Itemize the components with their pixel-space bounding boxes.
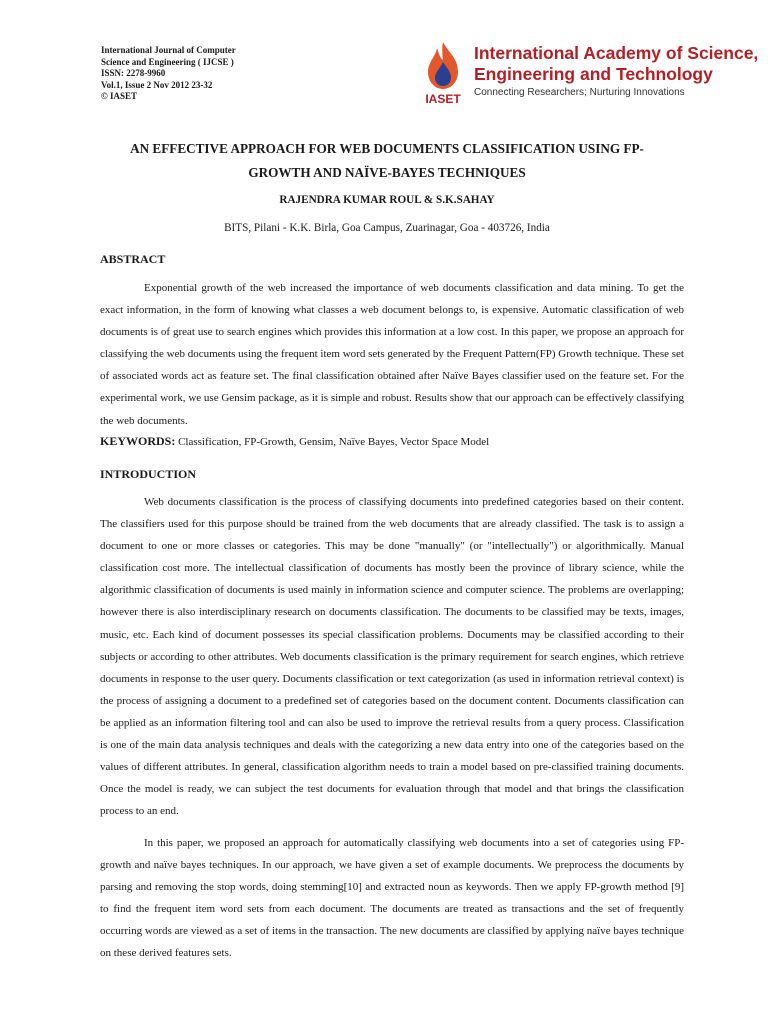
publisher-name-line2: Engineering and Technology bbox=[474, 64, 713, 84]
paper-authors: RAJENDRA KUMAR ROUL & S.K.SAHAY bbox=[279, 194, 495, 206]
keywords-text: Classification, FP-Growth, Gensim, Naïve Bayes, Vector Space Model bbox=[178, 436, 490, 448]
journal-name-line2: Science and Engineering ( IJCSE ) bbox=[101, 56, 234, 67]
abstract-heading: ABSTRACT bbox=[100, 252, 166, 266]
keywords-line bbox=[100, 434, 684, 449]
introduction-paragraph-2: In this paper, we proposed an approach for automatically classifying web documents into a set of categories using FP-growth and naïve bayes techniques. In our approach, we have given a set of example documents. We preprocess the documents by parsing and removing the stop words, doing stemming[10] and extracted noun as keywords. Then we apply FP-growth method [9] to find the frequent item word sets from each document. The documents are treated as transactions and the set of frequently occurring words are viewed as a set of items in the transaction. The new documents are classified by applying naïve bayes technique on these derived features sets. bbox=[100, 837, 684, 960]
abstract-text: Exponential growth of the web increased the importance of web documents classification and data mining. To get the exact information, in the form of knowing what classes a web document belongs to, is expensive. Automatic classification of web documents is of great use to search engines which provides this information at a low cost. In this paper, we propose an approach for classifying the web documents using the frequent item word sets generated by the Frequent Pattern(FP) Growth technique. These set of associated words act as feature set. The final classification obtained after Naïve Bayes classifier used on the feature set. For the experimental work, we use Gensim package, as it is simple and robust. Results show that our approach can be effectively classifying the web documents. bbox=[100, 282, 684, 427]
publisher-tagline: Connecting Researchers; Nurturing Innovations bbox=[474, 87, 685, 98]
logo-text: IASET bbox=[425, 92, 461, 106]
publisher-name bbox=[474, 43, 764, 85]
introduction-heading: INTRODUCTION bbox=[100, 467, 197, 481]
journal-name-line1: International Journal of Computer bbox=[101, 45, 236, 55]
paper-affiliation: BITS, Pilani - K.K. Birla, Goa Campus, Zuarinagar, Goa - 403726, India bbox=[224, 222, 550, 234]
keywords-label: KEYWORDS: bbox=[100, 434, 176, 448]
iaset-logo bbox=[418, 40, 468, 106]
publisher-name-line1: International Academy of Science, bbox=[474, 43, 759, 63]
paper-title: AN EFFECTIVE APPROACH FOR WEB DOCUMENTS CLASSIFICATION USING FP-GROWTH AND NAÏVE-BAYES TECHNIQUES bbox=[130, 141, 644, 180]
journal-info bbox=[101, 45, 301, 103]
journal-volume: Vol.1, Issue 2 Nov 2012 23-32 bbox=[101, 79, 213, 90]
journal-copyright: © IASET bbox=[101, 91, 137, 101]
journal-issn: ISSN: 2278-9960 bbox=[101, 68, 166, 78]
introduction-paragraph-1: Web documents classification is the process of classifying documents into predefined categories based on their content. The classifiers used for this purpose should be trained from the web documents that are already classified. The task is to assign a document to one or more classes or categories. This may be done "manually" (or "intellectually") or algorithmically. Manual classification cost more. The intellectual classification of documents has mostly been the province of library science, while the algorithmic classification of documents is used mainly in information science and computer science. The problems are overlapping; however there is also interdisciplinary research on documents classification. The documents to be classified may be texts, images, music, etc. Each kind of document possesses its special classification problems. Documents may be classified according to their subjects or according to other attributes. Web documents classification is the primary requirement for search engines, which retrieve documents in response to the user query. Documents classification or text categorization (as used in information retrieval context) is the process of assigning a document to a predefined set of categories based on the document content. Documents classification can be applied as an information filtering tool and can also be used to improve the retrieval results from a query process. Classification is one of the main data analysis techniques and deals with the categorizing a new data entry into one of the categories based on the values of different attributes. In general, classification algorithm needs to train a model based on pre-classified training documents. Once the model is ready, we can subject the test documents for evaluation through that model and that brings the classification process to an end. bbox=[100, 496, 684, 818]
